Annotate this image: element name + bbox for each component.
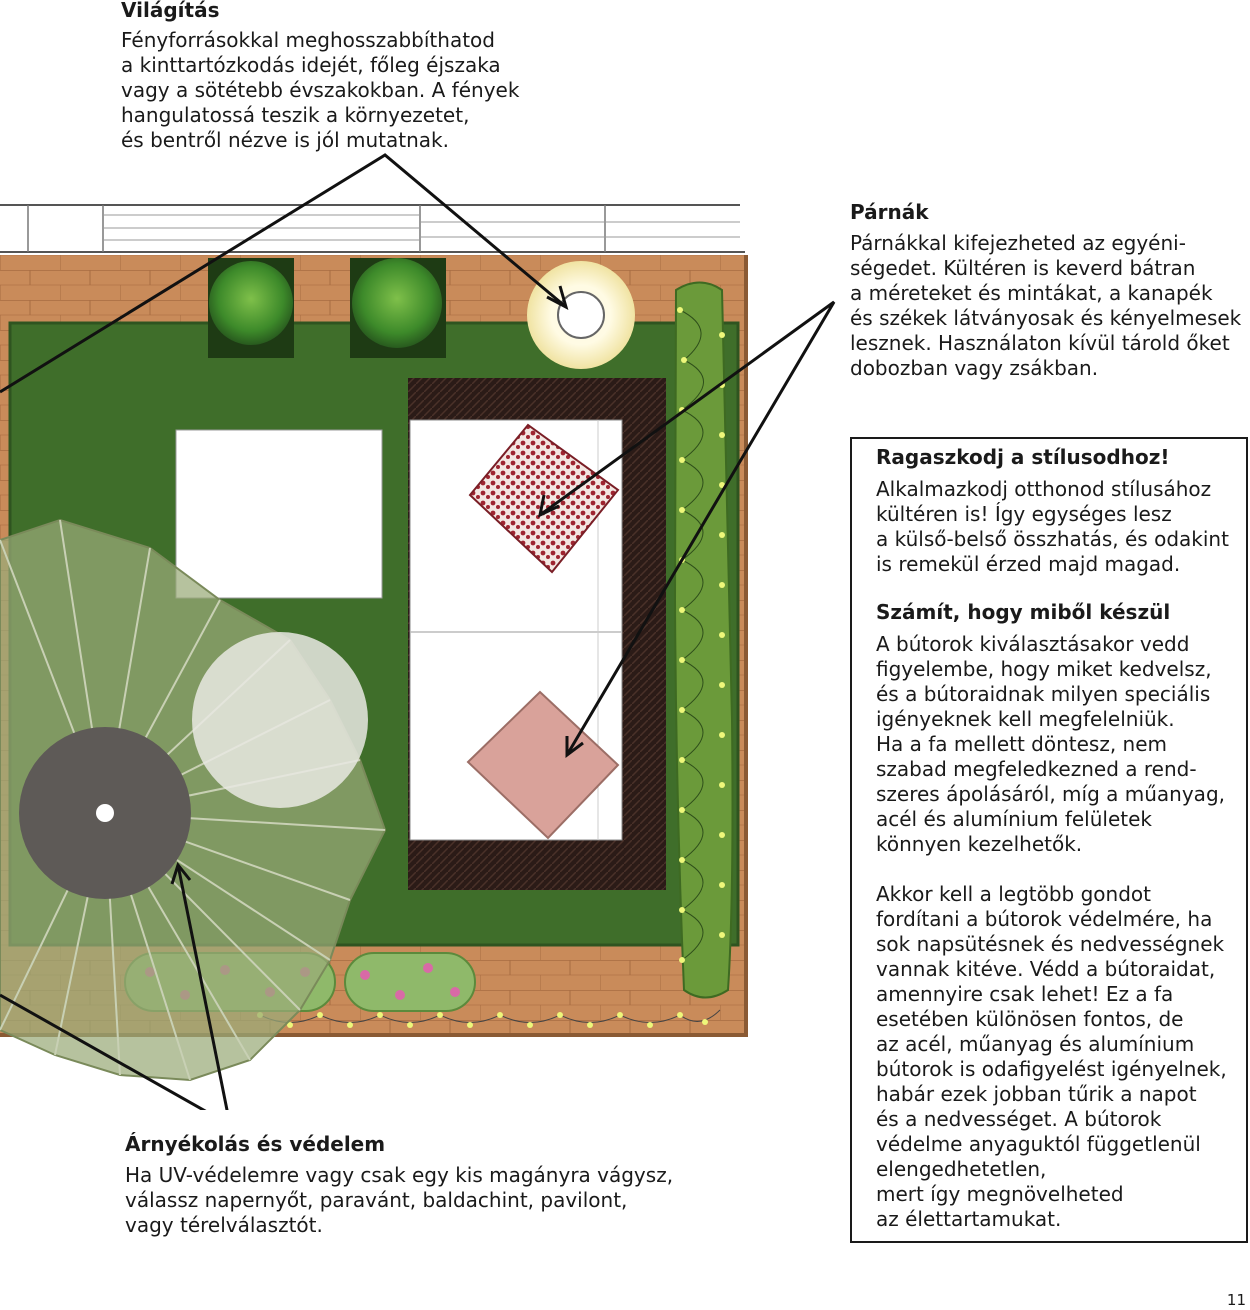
page-number: 11	[1226, 1291, 1246, 1309]
material-heading: Számít, hogy miből készül	[876, 600, 1171, 624]
style-text: Alkalmazkodj otthonod stílusához kültéren is! Így egységes lesz a külső-belső összhatás, és odakint is remekül érzed majd magad.	[876, 477, 1229, 576]
floor-lamp	[527, 261, 635, 369]
care-text: Akkor kell a legtöbb gondot fordítani a bútorok védelmére, ha sok napsütésnek és nedvességnek vannak kitéve. Védd a bútoraidat, amennyire csak lehet! Ez a fa esetében különösen fontos, de az acél, műanyag és alumínium bútorok is odafigyelést igényelnek, habár ezek jobban tűrik a napot és a nedvességet. A bútorok védelme anyaguktól függetlenül elengedhetetlen, mert így megnövelheted az élettartamukat.	[876, 882, 1227, 1231]
lighting-heading: Világítás	[121, 0, 220, 22]
shade-heading: Árnyékolás és védelem	[125, 1132, 386, 1156]
round-side-table	[192, 632, 368, 808]
bush-left	[208, 258, 294, 358]
lighting-text: Fényforrásokkal meghosszabbíthatod a kinttartózkodás idejét, főleg éjszaka vagy a sötétebb évszakokban. A fények hangulatossá teszik a környezetet, és bentről nézve is jól mutatnak.	[121, 28, 520, 152]
flower-bed-right	[345, 953, 475, 1011]
bush-right	[350, 258, 446, 358]
material-text: A bútorok kiválasztásakor vedd figyelembe, hogy miket kedvelsz, és a bútoraidnak milyen speciális igényeknek kell megfelelniük. Ha a fa mellett döntesz, nem szabad megfeledkezned a rend- szeres ápolásáról, míg a műanyag, acél és alumínium felületek könnyen kezelhetők.	[876, 632, 1225, 856]
cushions-heading: Párnák	[850, 200, 929, 224]
outdoor-table	[176, 430, 382, 598]
style-tips-box	[850, 437, 1248, 1243]
fence	[0, 205, 745, 252]
hedge-with-string-lights	[675, 283, 733, 998]
cushions-text: Párnákkal kifejezheted az egyéni- ségedet. Kültéren is keverd bátran a méreteket és mintákat, a kanapék és székek látványosak és kényelmesek lesznek. Használaton kívül tárold őket dobozban vagy zsákban.	[850, 231, 1242, 380]
style-heading: Ragaszkodj a stílusodhoz!	[876, 445, 1170, 469]
shade-text: Ha UV-védelemre vagy csak egy kis magányra vágysz, válassz napernyőt, paravánt, baldachint, pavilont, vagy térelválasztót.	[125, 1163, 674, 1237]
